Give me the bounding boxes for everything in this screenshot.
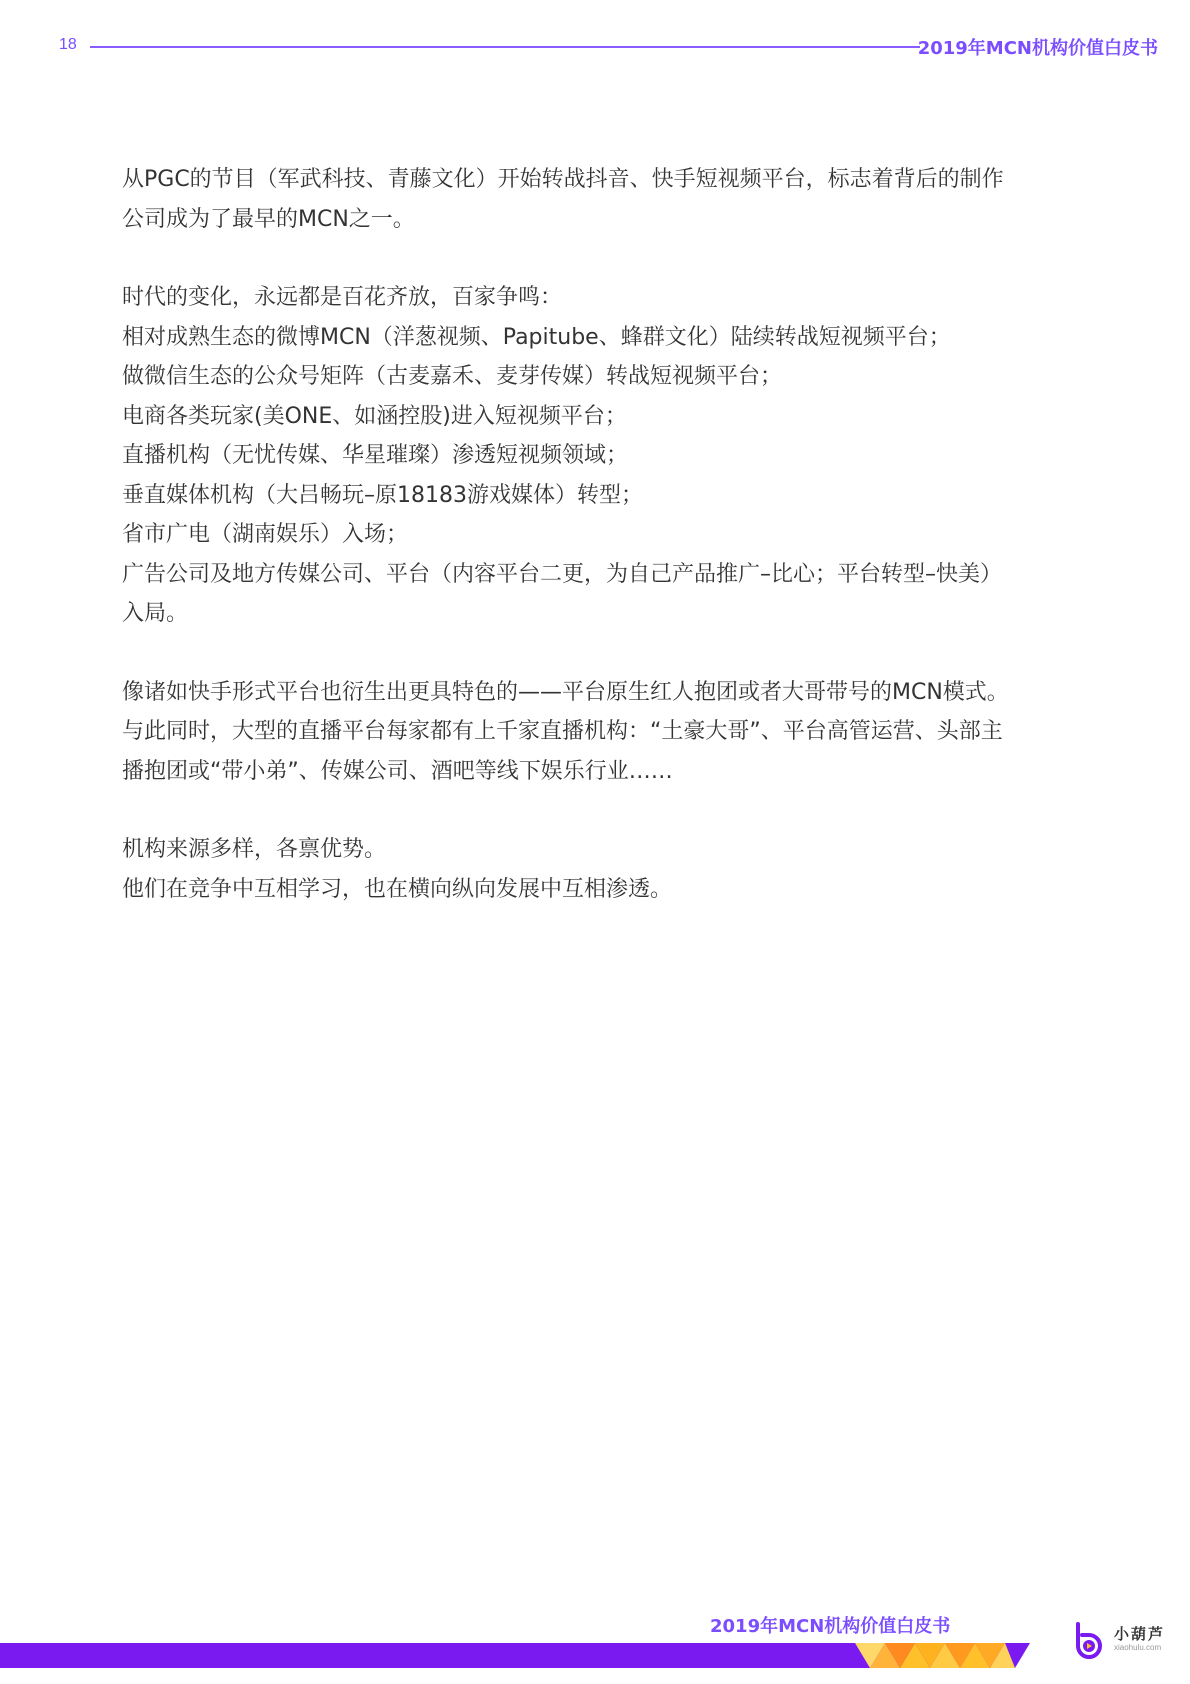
page-number: 18: [59, 36, 77, 53]
brand-name: 小葫芦: [1114, 1625, 1166, 1643]
brand-url: xiaohulu.com: [1114, 1643, 1162, 1652]
text-line: 机构来源多样，各禀优势。: [122, 837, 387, 862]
header-title: 2019年MCN机构价值白皮书: [917, 38, 1158, 59]
text-line: 公司成为了最早的MCN之一。: [122, 206, 415, 232]
text-line: 他们在竞争中互相学习，也在横向纵向发展中互相渗透。: [122, 876, 673, 902]
text-line: 时代的变化，永远都是百花齐放，百家争鸣：: [122, 285, 563, 310]
text-line: 相对成熟生态的微博MCN（洋葱视频、Papitube、蜂群文化）陆续转战短视频平台；: [122, 324, 951, 350]
paragraph: [122, 278, 1082, 634]
paragraph: [122, 830, 1082, 909]
text-line: 入局。: [122, 601, 189, 626]
text-line: 从PGC的节目（军武科技、青藤文化）开始转战抖音、快手短视频平台，标志着背后的制作: [122, 167, 1004, 192]
paragraph: [122, 673, 1082, 792]
footer-title: 2019年MCN机构价值白皮书: [710, 1616, 951, 1637]
text-line: 做微信生态的公众号矩阵（古麦嘉禾、麦芽传媒）转战短视频平台；: [122, 364, 783, 389]
triangle-pattern: [855, 1643, 1015, 1668]
text-line: 电商各类玩家(美ONE、如涵控股)进入短视频平台；: [122, 403, 627, 429]
body-text: [122, 160, 1082, 948]
header-divider: [90, 46, 920, 48]
text-line: 播抱团或“带小弟”、传媒公司、酒吧等线下娱乐行业……: [122, 758, 673, 784]
text-line: 垂直媒体机构（大吕畅玩–原18183游戏媒体）转型；: [122, 482, 643, 508]
paragraph: [122, 160, 1082, 239]
text-line: 像诸如快手形式平台也衍生出更具特色的——平台原生红人抱团或者大哥带号的MCN模式。: [122, 679, 1009, 705]
text-line: 省市广电（湖南娱乐）入场；: [122, 522, 409, 547]
text-line: 直播机构（无忧传媒、华星璀璨）渗透短视频领域；: [122, 443, 629, 468]
footer-decor-bar: [0, 1643, 1030, 1668]
text-line: 广告公司及地方传媒公司、平台（内容平台二更，为自己产品推广–比心；平台转型–快美）: [122, 561, 1003, 587]
text-line: 与此同时，大型的直播平台每家都有上千家直播机构：“土豪大哥”、平台高管运营、头部主: [122, 719, 1003, 744]
brand-logo-icon: [1072, 1620, 1112, 1660]
